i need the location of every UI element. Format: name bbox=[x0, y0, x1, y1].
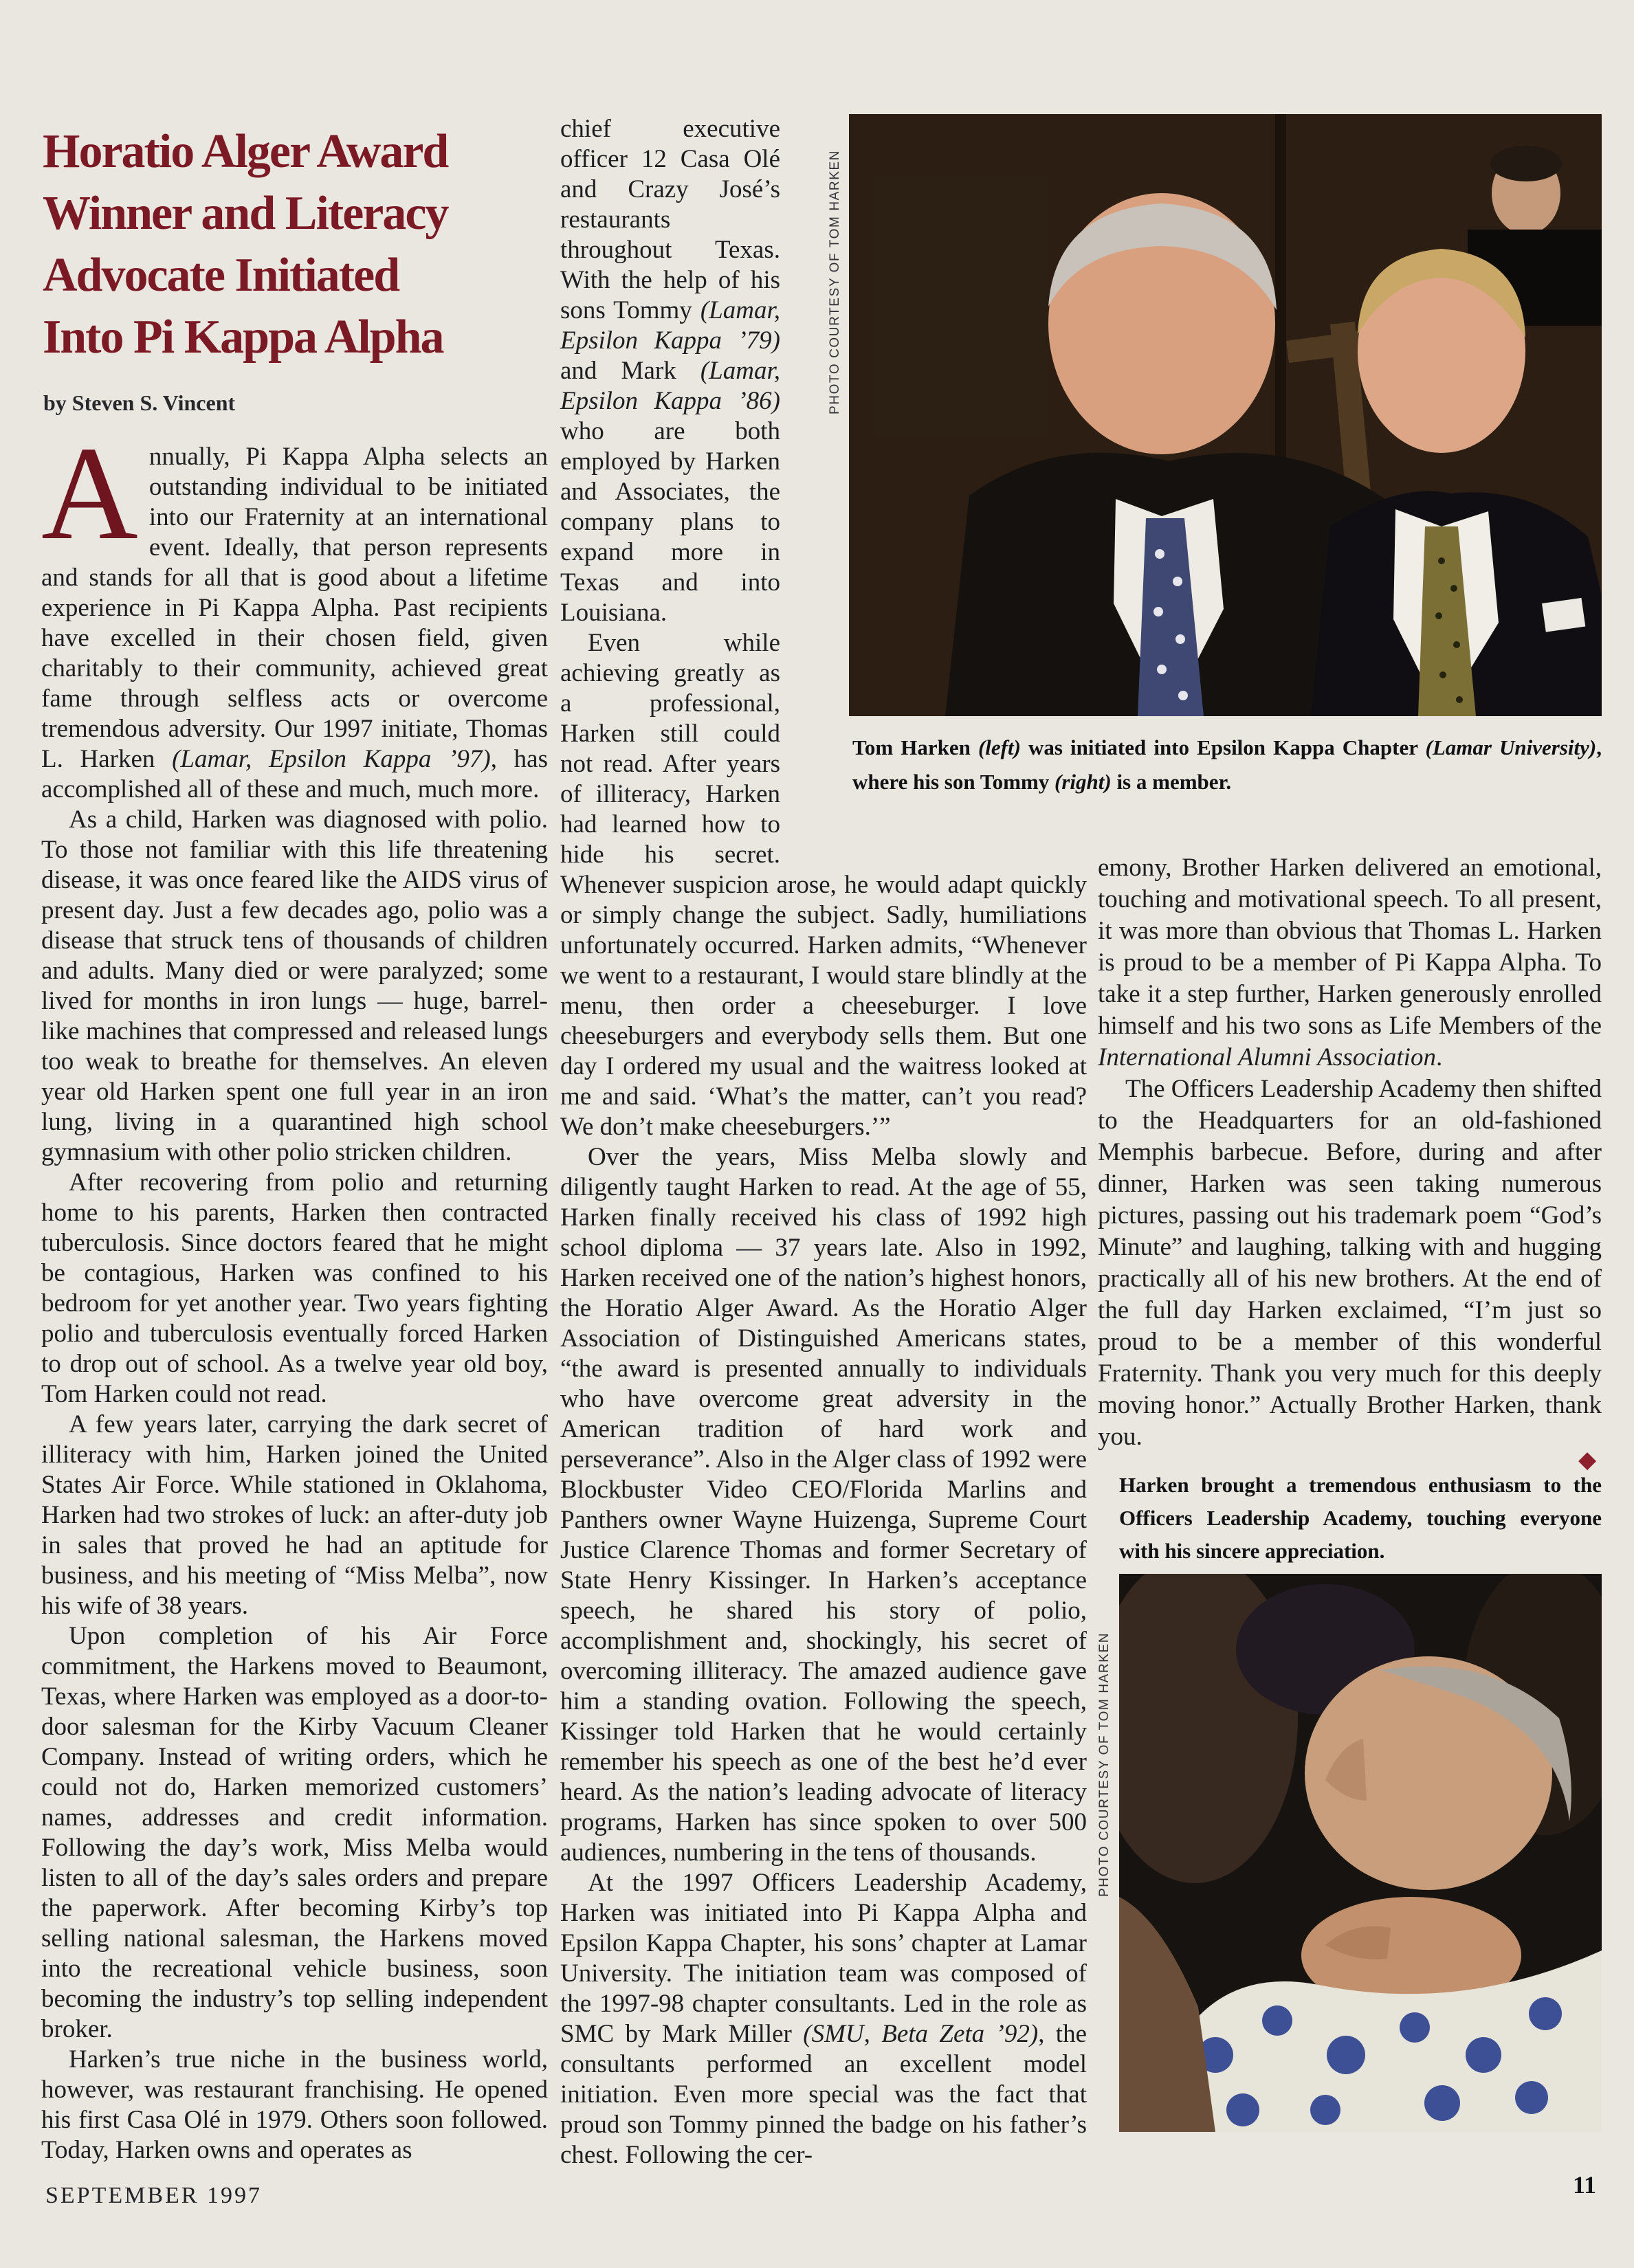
body-paragraph bbox=[41, 805, 548, 1168]
text-run: Upon completion of his Air Force commitment, the Harkens moved to Beaumont, Texas, where Harken was employed as a door-to-door salesman for the Kirby Vacuum Cleaner Company. Instead of writing orders, which he could not do, Harken memorized customers’ names, addresses and credit information. Following the day’s work, Miss Melba would listen to all of the day’s sales orders and prepare the paperwork. After becoming Kirby’s top selling national salesman, the Harkens moved into the recreational vehicle business, soon becoming the industry’s top selling independent broker. bbox=[41, 1622, 548, 2043]
body-paragraph bbox=[1098, 1074, 1602, 1453]
italic-text-run: (right) bbox=[1055, 770, 1112, 794]
photo-harken-hugging bbox=[1119, 1574, 1602, 2132]
article-byline: by Steven S. Vincent bbox=[43, 390, 236, 415]
title-line: Horatio Alger Award bbox=[43, 125, 448, 178]
text-run: , the consultants performed an excellent model initiation. Even more special was the fact that proud son Tommy pinned the badge on his father’s chest. Following the cer- bbox=[560, 2020, 1088, 2169]
body-paragraph bbox=[41, 1410, 548, 1621]
text-run: who are both employed by Harken and Associates, the company plans to expand more in Texas and into Louisiana. bbox=[560, 417, 780, 627]
text-run: Over the years, Miss Melba slowly and diligently taught Harken to read. At the age of 55, Harken finally received his class of 1992 high school diploma — 37 years late. Also in 1992, Harken received one of the nation’s highest honors, the Horatio Alger Award. As the Horatio Alger Association of Distinguished Americans states, “the award is presented annually to individuals who have overcome great adversity in the American tradition of hard work and perseverance”. Also in the Alger class of 1992 were Blockbuster Video CEO/Florida Marlins and Panthers owner Wayne Huizenga, Supreme Court Justice Clarence Thomas and former Secretary of State Henry Kissinger. In Harken’s acceptance speech, he shared his story of polio, accomplishment and, shockingly, his secret of overcoming illiteracy. The amazed audience gave him a standing ovation. Following the speech, Kissinger told Harken that he would certainly remember his speech as one of the best he’d ever heard. As the nation’s leading advocate of literacy programs, Harken has since spoken to over 500 audiences, numbering in the tens of thousands. bbox=[560, 1143, 1087, 1867]
photo-bottom-credit: PHOTO COURTESY OF TOM HARKEN bbox=[1097, 1632, 1112, 1897]
text-column-1 bbox=[41, 419, 548, 2166]
text-run: The Officers Leadership Academy then shifted to the Headquarters for an old-fashioned Memphis barbecue. Before, during and after dinner, Harken was seen taking numerous pictures, passing out his trademark poem “God’s Minute” and laughing, talking with and hugging practically all of his new brothers. At the end of the full day Harken exclaimed, “I’m just so proud to be a member of this wonderful Fraternity. Thank you very much for this deeply moving honor.” Actually Brother Harken, thank you. bbox=[1098, 1075, 1602, 1451]
text-run: At the 1997 Officers Leadership Academy, Harken was initiated into Pi Kappa Alpha and Epsilon Kappa Chapter, his sons’ chapter at Lamar University. The initiation team was composed of the 1997-98 chapter consultants. Led in the role as SMC by Mark Miller bbox=[560, 1869, 1087, 2048]
body-paragraph bbox=[41, 2045, 548, 2166]
drop-cap: A bbox=[41, 419, 138, 568]
text-run: nnually, Pi Kappa Alpha selects an outstanding individual to be initiated into our Fraternity at an international event. Ideally, that person represents and stands for all that is good about a lifetime experience in Pi Kappa Alpha. Past recipients have excelled in their chosen field, given charitably to their community, achieved great fame through selfless acts or overcome tremendous adversity. Our 1997 initiate, Thomas L. Harken bbox=[41, 443, 548, 773]
body-paragraph bbox=[560, 1142, 1087, 1868]
text-run: After recovering from polio and returning home to his parents, Harken then contracted tuberculosis. Since doctors feared that he might be contagious, Harken was confined to his bedroom for yet another year. Two years fighting polio and tuberculosis eventually forced Harken to drop out of school. As a twelve year old boy, Tom Harken could not read. bbox=[41, 1168, 548, 1408]
body-paragraph bbox=[41, 1621, 548, 2045]
text-run: Harken’s true niche in the business world, however, was restaurant franchising. He opened his first Casa Olé in 1979. Others soon followed. Today, Harken owns and operates as bbox=[41, 2045, 548, 2164]
text-run: A few years later, carrying the dark secret of illiteracy with him, Harken joined the United States Air Force. While stationed in Oklahoma, Harken had two strokes of luck: an after-duty job in sales that proved he had an aptitude for business, and his meeting of “Miss Melba”, now his wife of 38 years. bbox=[41, 1410, 548, 1620]
italic-text-run: (Lamar, Epsilon Kappa ’79) bbox=[560, 296, 780, 355]
text-run: , where his son Tommy bbox=[852, 735, 1602, 794]
text-run: was initiated into Epsilon Kappa Chapter bbox=[1020, 735, 1426, 759]
photo-bottom-caption bbox=[1119, 1469, 1602, 1568]
body-paragraph bbox=[560, 1868, 1087, 2170]
text-run: is a member. bbox=[1111, 770, 1232, 794]
column-3-paragraphs bbox=[1098, 852, 1602, 1453]
photo-top-credit: PHOTO COURTESY OF TOM HARKEN bbox=[828, 149, 842, 414]
italic-text-run: (left) bbox=[978, 735, 1021, 759]
article-title bbox=[43, 121, 551, 368]
italic-text-run: International Alumni Association bbox=[1098, 1043, 1436, 1071]
italic-text-run: (Lamar University) bbox=[1425, 735, 1597, 759]
italic-text-run: (Lamar, Epsilon Kappa ’97) bbox=[172, 745, 491, 773]
text-run: chief executive officer 12 Casa Olé and Crazy José’s restaurants throughout Texas. With the help of his sons Tommy bbox=[560, 115, 780, 324]
italic-text-run: (Lamar, Epsilon Kappa ’86) bbox=[560, 357, 780, 415]
text-run: As a child, Harken was diagnosed with polio. To those not familiar with this life threatening disease, it was once feared like the AIDS virus of present day. Just a few decades ago, polio was a disease that struck tens of thousands of children and adults. Many died or were paralyzed; some lived for months in iron lungs — huge, barrel-like machines that compressed and released lungs too weak to breathe for themselves. An eleven year old Harken spent one full year in an iron lung, living in a quarantined high school gymnasium with other polio stricken children. bbox=[41, 805, 548, 1166]
text-run: . bbox=[1435, 1043, 1443, 1071]
page-number: 11 bbox=[1573, 2171, 1597, 2199]
body-paragraph bbox=[41, 1168, 548, 1410]
italic-text-run: (SMU, Beta Zeta ’92) bbox=[803, 2020, 1039, 2048]
text-run: emony, Brother Harken delivered an emotional, touching and motivational speech. To all present, it was more than obvious that Thomas L. Harken is proud to be a member of Pi Kappa Alpha. To take it a step further, Harken generously enrolled himself and his two sons as Life Members of the bbox=[1098, 854, 1602, 1040]
body-paragraph bbox=[1098, 852, 1602, 1074]
text-column-3 bbox=[1098, 852, 1602, 1453]
text-run: Harken brought a tremendous enthusiasm to the Officers Leadership Academy, touching everyone with his sincere appreciation. bbox=[1119, 1473, 1602, 1563]
title-line: Winner and Literacy bbox=[43, 187, 448, 240]
text-run: Tom Harken bbox=[852, 735, 978, 759]
footer-issue-date: SEPTEMBER 1997 bbox=[45, 2183, 262, 2208]
photo-top-caption bbox=[852, 731, 1602, 799]
column-1-paragraphs bbox=[41, 419, 548, 2166]
title-line: Advocate Initiated bbox=[43, 249, 399, 302]
title-line: Into Pi Kappa Alpha bbox=[43, 311, 443, 364]
photo-harken-hugging-art bbox=[1119, 1574, 1602, 2132]
text-run: , has accomplished all of these and much, much more. bbox=[41, 745, 548, 803]
diamond-end-mark-icon: ◆ bbox=[1578, 1447, 1597, 1473]
text-run: Even while achieving greatly as a professional, Harken still could not read. After years of illiteracy, Harken had learned how to hide his secret. Whenever suspicion arose, he would adapt quickly or simply change the subject. Sadly, humiliations unfortunately occurred. Harken admits, “Whenever we went to a restaurant, I would stare blindly at the menu, then order a cheeseburger. I love cheeseburgers and everybody sells them. But one day I ordered my usual and the waitress looked at me and said. ‘What’s the matter, can’t you read? We don’t make cheeseburgers.’” bbox=[560, 629, 1087, 1141]
text-run: and Mark bbox=[560, 357, 700, 385]
photo-tom-and-tommy-art bbox=[849, 114, 1602, 716]
photo-tom-and-tommy bbox=[849, 114, 1602, 716]
